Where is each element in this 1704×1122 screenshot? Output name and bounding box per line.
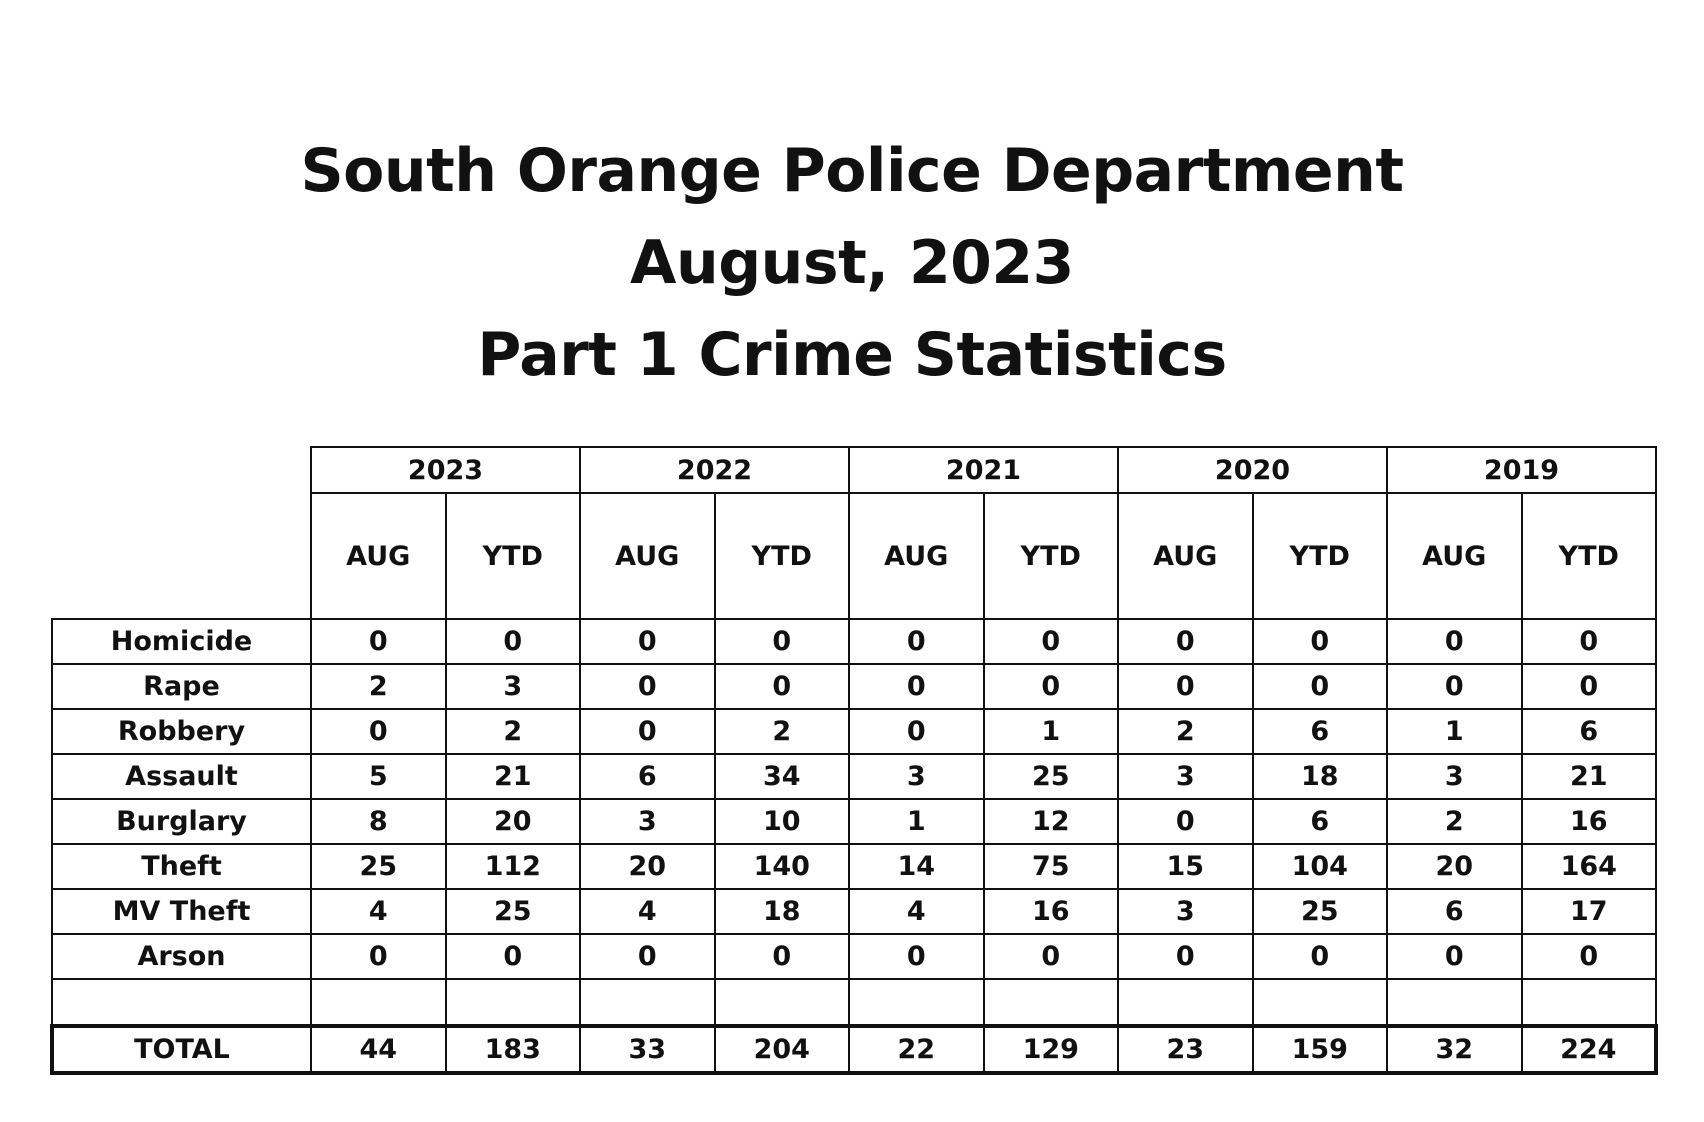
value-cell: 0 [1522, 664, 1657, 709]
row-label: Homicide [52, 619, 311, 664]
row-label: Assault [52, 754, 311, 799]
value-cell: 4 [311, 889, 446, 934]
value-cell: 2 [311, 664, 446, 709]
value-cell: 34 [715, 754, 850, 799]
value-cell: 0 [1118, 799, 1253, 844]
value-cell: 3 [1118, 754, 1253, 799]
value-cell: 0 [1387, 934, 1522, 979]
value-cell: 0 [580, 619, 715, 664]
value-cell: 20 [1387, 844, 1522, 889]
value-cell: 25 [1253, 889, 1388, 934]
value-cell: 0 [715, 934, 850, 979]
value-cell: 3 [446, 664, 581, 709]
value-cell: 32 [1387, 1026, 1522, 1073]
period-header: AUG [1118, 493, 1253, 619]
value-cell [1253, 979, 1388, 1026]
value-cell [311, 979, 446, 1026]
row-label: Arson [52, 934, 311, 979]
value-cell: 0 [984, 619, 1119, 664]
year-header: 2022 [580, 447, 849, 493]
period-header: YTD [446, 493, 581, 619]
value-cell: 6 [1522, 709, 1657, 754]
value-cell [446, 979, 581, 1026]
period-header: AUG [311, 493, 446, 619]
year-header: 2021 [849, 447, 1118, 493]
value-cell: 0 [984, 934, 1119, 979]
value-cell [849, 979, 984, 1026]
table-row [52, 844, 1656, 889]
value-cell: 0 [715, 664, 850, 709]
period-header: YTD [1253, 493, 1388, 619]
value-cell: 0 [1253, 664, 1388, 709]
value-cell: 0 [1118, 934, 1253, 979]
value-cell: 21 [446, 754, 581, 799]
value-cell: 1 [1387, 709, 1522, 754]
value-cell: 22 [849, 1026, 984, 1073]
total-row [52, 1026, 1656, 1073]
value-cell: 0 [1522, 619, 1657, 664]
value-cell: 2 [446, 709, 581, 754]
value-cell: 12 [984, 799, 1119, 844]
table-row [52, 709, 1656, 754]
value-cell: 129 [984, 1026, 1119, 1073]
period-header: AUG [849, 493, 984, 619]
value-cell: 25 [984, 754, 1119, 799]
value-cell [580, 979, 715, 1026]
table-row [52, 934, 1656, 979]
year-header: 2019 [1387, 447, 1656, 493]
value-cell: 0 [1253, 934, 1388, 979]
crime-statistics-table [50, 446, 1658, 1075]
value-cell: 0 [1387, 619, 1522, 664]
year-header-row [52, 447, 1656, 493]
period-header: YTD [715, 493, 850, 619]
value-cell: 44 [311, 1026, 446, 1073]
year-header: 2020 [1118, 447, 1387, 493]
table-row [52, 754, 1656, 799]
empty-row [52, 979, 1656, 1026]
value-cell: 3 [1118, 889, 1253, 934]
value-cell: 0 [1387, 664, 1522, 709]
table-row [52, 889, 1656, 934]
value-cell: 0 [715, 619, 850, 664]
value-cell: 5 [311, 754, 446, 799]
value-cell: 21 [1522, 754, 1657, 799]
value-cell: 0 [446, 934, 581, 979]
value-cell [1387, 979, 1522, 1026]
year-header: 2023 [311, 447, 580, 493]
value-cell: 0 [849, 709, 984, 754]
value-cell: 18 [1253, 754, 1388, 799]
row-label: MV Theft [52, 889, 311, 934]
table-corner [52, 447, 311, 619]
value-cell: 0 [311, 709, 446, 754]
value-cell [984, 979, 1119, 1026]
row-label: Rape [52, 664, 311, 709]
value-cell: 0 [1253, 619, 1388, 664]
value-cell: 0 [311, 934, 446, 979]
title-line-subject: Part 1 Crime Statistics [477, 320, 1227, 390]
value-cell: 25 [446, 889, 581, 934]
value-cell: 0 [1118, 664, 1253, 709]
value-cell: 3 [1387, 754, 1522, 799]
row-label: Theft [52, 844, 311, 889]
value-cell: 6 [1387, 889, 1522, 934]
table-row [52, 664, 1656, 709]
value-cell [1118, 979, 1253, 1026]
value-cell: 23 [1118, 1026, 1253, 1073]
value-cell: 20 [580, 844, 715, 889]
value-cell: 3 [580, 799, 715, 844]
value-cell: 16 [1522, 799, 1657, 844]
value-cell: 33 [580, 1026, 715, 1073]
title-line-period: August, 2023 [630, 228, 1074, 298]
value-cell: 204 [715, 1026, 850, 1073]
row-label: Burglary [52, 799, 311, 844]
period-header: AUG [580, 493, 715, 619]
value-cell: 0 [849, 664, 984, 709]
value-cell: 0 [1118, 619, 1253, 664]
value-cell: 6 [580, 754, 715, 799]
value-cell: 2 [1118, 709, 1253, 754]
value-cell: 140 [715, 844, 850, 889]
value-cell: 0 [1522, 934, 1657, 979]
period-header: YTD [984, 493, 1119, 619]
value-cell: 1 [984, 709, 1119, 754]
row-label: Robbery [52, 709, 311, 754]
table-row [52, 799, 1656, 844]
value-cell: 0 [311, 619, 446, 664]
value-cell: 0 [849, 619, 984, 664]
value-cell: 159 [1253, 1026, 1388, 1073]
row-label: TOTAL [52, 1026, 311, 1073]
value-cell: 6 [1253, 709, 1388, 754]
value-cell: 112 [446, 844, 581, 889]
value-cell: 2 [715, 709, 850, 754]
value-cell: 14 [849, 844, 984, 889]
value-cell: 16 [984, 889, 1119, 934]
value-cell: 4 [580, 889, 715, 934]
value-cell: 0 [984, 664, 1119, 709]
value-cell: 0 [580, 934, 715, 979]
document-title [0, 125, 1704, 401]
title-line-department: South Orange Police Department [300, 136, 1404, 206]
period-header: AUG [1387, 493, 1522, 619]
value-cell: 18 [715, 889, 850, 934]
value-cell: 224 [1522, 1026, 1657, 1073]
value-cell: 17 [1522, 889, 1657, 934]
value-cell: 6 [1253, 799, 1388, 844]
value-cell: 15 [1118, 844, 1253, 889]
value-cell: 164 [1522, 844, 1657, 889]
period-header: YTD [1522, 493, 1657, 619]
table-body [52, 619, 1656, 1073]
value-cell: 4 [849, 889, 984, 934]
value-cell: 3 [849, 754, 984, 799]
value-cell [1522, 979, 1657, 1026]
value-cell: 75 [984, 844, 1119, 889]
value-cell: 0 [446, 619, 581, 664]
value-cell: 25 [311, 844, 446, 889]
value-cell: 10 [715, 799, 850, 844]
value-cell: 183 [446, 1026, 581, 1073]
value-cell: 0 [849, 934, 984, 979]
value-cell: 8 [311, 799, 446, 844]
value-cell: 0 [580, 709, 715, 754]
value-cell: 0 [580, 664, 715, 709]
table-row [52, 619, 1656, 664]
value-cell: 20 [446, 799, 581, 844]
value-cell: 1 [849, 799, 984, 844]
row-label [52, 979, 311, 1026]
value-cell: 104 [1253, 844, 1388, 889]
value-cell: 2 [1387, 799, 1522, 844]
value-cell [715, 979, 850, 1026]
